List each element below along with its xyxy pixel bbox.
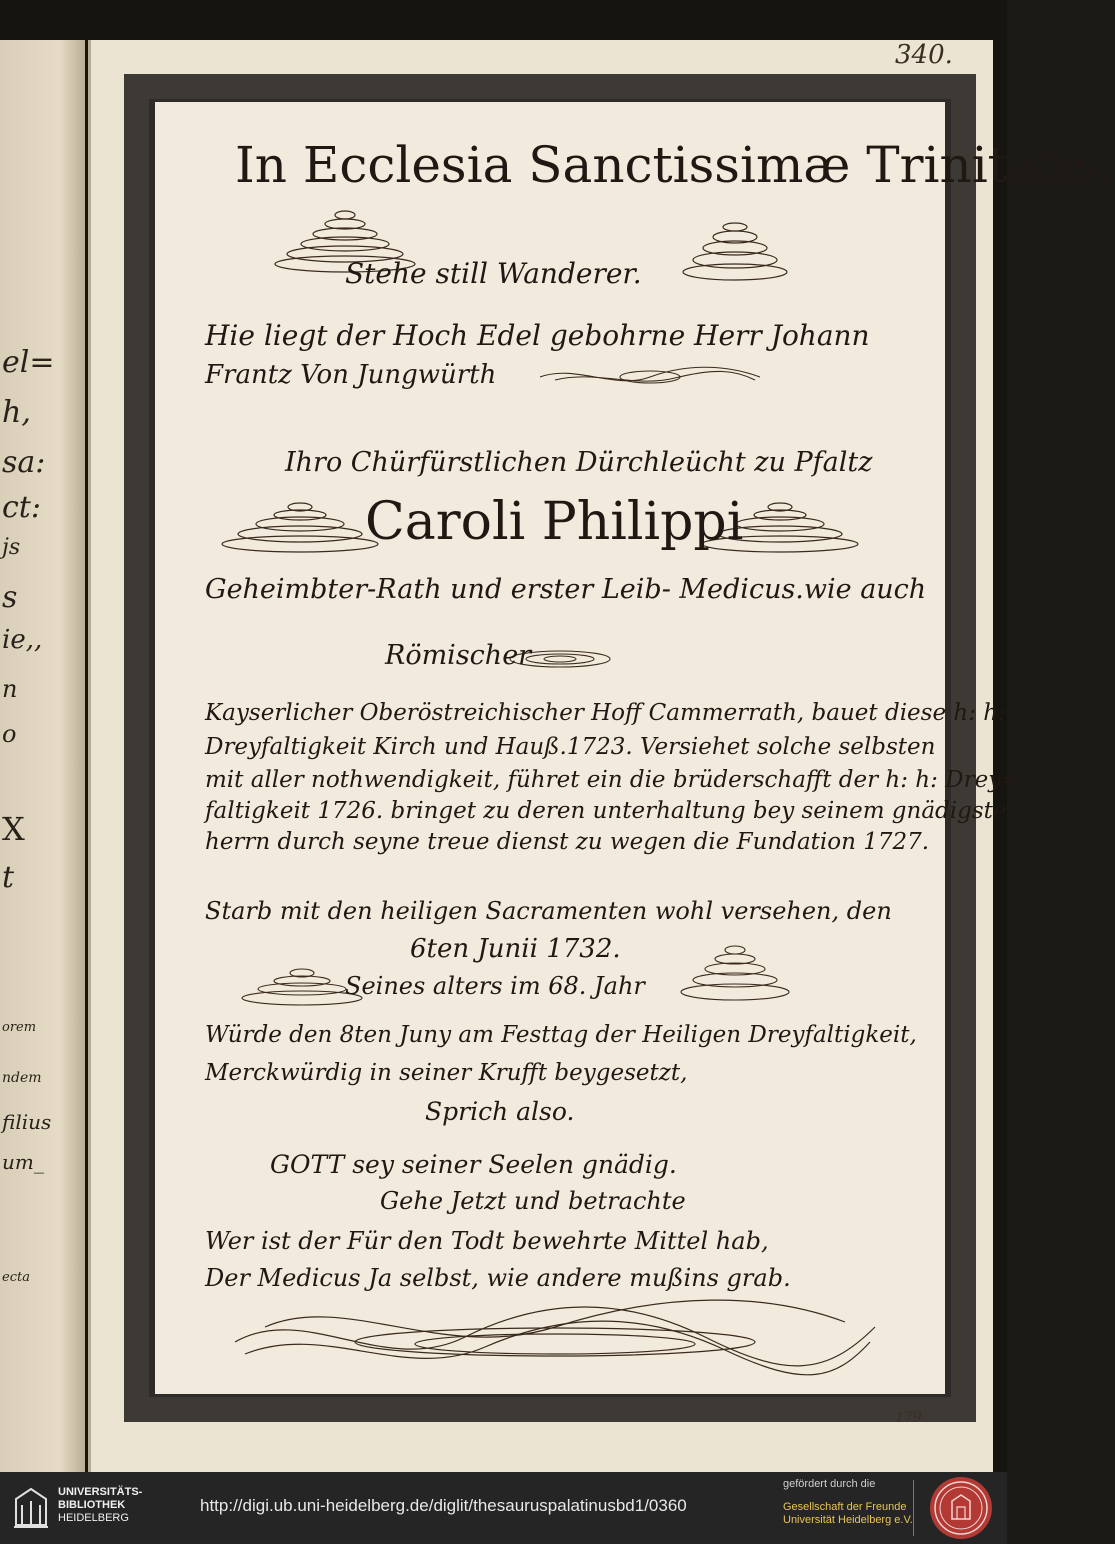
left-page-fragment: ct: — [2, 490, 41, 525]
epitaph-sheet — [155, 102, 1115, 1394]
sponsor-label: gefördert durch die — [783, 1478, 876, 1490]
epitaph-line: Gehe Jetzt und betrachte — [380, 1187, 686, 1215]
epitaph-line: Kayserlicher Oberöstreichischer Hoff Cammerrath, bauet diese h: h: — [205, 700, 1006, 726]
epitaph-line: Würde den 8ten Juny am Festtag der Heiligen Dreyfaltigkeit, — [205, 1022, 917, 1048]
epitaph-line: Geheimbter-Rath und erster Leib- Medicus.wie auch — [205, 574, 927, 605]
epitaph-line: GOTT sey seiner Seelen gnädig. — [270, 1150, 677, 1179]
page-number: 340. — [895, 40, 953, 70]
sponsor-name[interactable]: Gesellschaft der Freunde Universität Heidelberg e.V. — [783, 1501, 913, 1526]
epitaph-line: Starb mit den heiligen Sacramenten wohl versehen, den — [205, 897, 892, 925]
left-page-fragment: s — [2, 580, 18, 615]
left-page-fragment: t — [2, 860, 15, 895]
epitaph-line: Frantz Von Jungwürth — [205, 360, 497, 390]
epitaph-line: Römischer — [385, 640, 532, 671]
left-page-fragment: el= — [2, 345, 55, 380]
permalink-url[interactable]: http://digi.ub.uni-heidelberg.de/diglit/thesauruspalatinusbd1/0360 — [200, 1496, 687, 1515]
death-date: 6ten Junii 1732. — [410, 934, 621, 964]
epitaph-line: herrn durch seyne treue dienst zu wegen die Fundation 1727. — [205, 829, 930, 855]
flourish-ornament-icon — [215, 494, 385, 554]
flourish-ornament-icon — [535, 362, 765, 392]
left-page-fragment: ecta — [2, 1270, 30, 1285]
left-page-fragment: orem — [2, 1020, 37, 1035]
epitaph-line: faltigkeit 1726. bringet zu deren unterhaltung bey seinem gnädigsten — [205, 798, 1022, 824]
left-page-fragment: n — [2, 675, 18, 703]
folio-number: 179 — [895, 1410, 922, 1426]
viewer-footer — [0, 1472, 1007, 1544]
left-page-fragment: um_ — [2, 1150, 44, 1174]
left-page-fragment: X — [2, 810, 25, 848]
left-page-fragment: ie,, — [2, 625, 43, 655]
flourish-ornament-icon — [225, 1282, 885, 1382]
left-page-edge — [0, 40, 85, 1472]
heading: In Ecclesia Sanctissimæ Trinitatis. — [235, 136, 1115, 194]
left-page-fragment: h, — [2, 395, 31, 430]
flourish-ornament-icon — [675, 202, 795, 282]
library-name[interactable]: UNIVERSITÄTS- BIBLIOTHEK HEIDELBERG — [58, 1486, 143, 1524]
epitaph-line: Hie liegt der Hoch Edel gebohrne Herr Johann — [205, 319, 870, 352]
epitaph-line: Sprich also. — [425, 1097, 575, 1126]
left-page-fragment: filius — [2, 1110, 52, 1134]
epitaph-line: Merckwürdig in seiner Krufft beygesetzt, — [205, 1060, 688, 1086]
epitaph-line: mit aller nothwendigkeit, führet ein die brüderschafft der h: h: Drey= — [205, 767, 1021, 793]
epitaph-line: Dreyfaltigkeit Kirch und Hauß.1723. Versiehet solche selbsten — [205, 734, 936, 760]
left-page-fragment: ndem — [2, 1070, 42, 1086]
epitaph-line: Ihro Chürfürstlichen Dürchleücht zu Pfaltz — [285, 447, 873, 478]
left-page-fragment: sa: — [2, 445, 46, 480]
epitaph-line: Seines alters im 68. Jahr — [345, 972, 645, 1000]
flourish-ornament-icon — [675, 930, 795, 1002]
left-page-fragment: o — [2, 720, 17, 748]
footer-divider — [913, 1480, 914, 1536]
epitaph-line: Der Medicus Ja selbst, wie andere mußins grab. — [205, 1264, 791, 1292]
university-seal-icon[interactable] — [928, 1475, 994, 1541]
left-page-fragment: js — [2, 535, 21, 560]
university-library-logo-icon[interactable] — [12, 1485, 50, 1531]
epitaph-line: Stehe still Wanderer. — [345, 257, 642, 290]
epitaph-line: Wer ist der Für den Todt bewehrte Mittel hab, — [205, 1227, 769, 1255]
patron-name: Caroli Philippi — [365, 492, 744, 552]
